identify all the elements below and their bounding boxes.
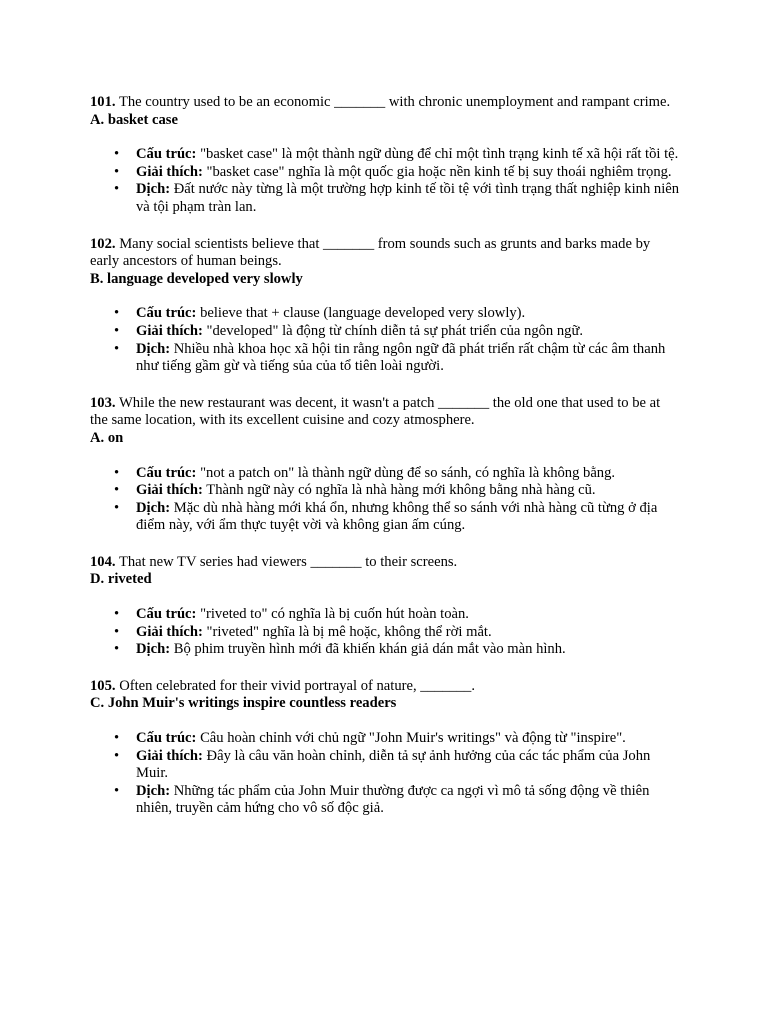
list-item xyxy=(114,181,680,216)
note-label: Dịch: xyxy=(136,340,171,357)
list-item xyxy=(114,641,680,659)
note-label: Giải thích: xyxy=(136,482,203,499)
question-number: 102. xyxy=(90,235,116,252)
note-label: Giải thích: xyxy=(136,623,203,640)
list-item xyxy=(114,606,680,624)
question-text xyxy=(90,236,680,271)
list-item xyxy=(114,464,680,483)
list-item xyxy=(114,499,680,535)
explanation-list xyxy=(90,730,680,818)
bullet-icon: • xyxy=(114,181,120,198)
question-text xyxy=(90,94,680,112)
question-number: 104. xyxy=(90,553,116,570)
bullet-icon: • xyxy=(114,163,120,180)
list-item xyxy=(114,305,680,323)
note-text: Bộ phim truyền hình mới đã khiến khán giả dán mắt vào màn hình. xyxy=(173,641,566,658)
question-stem: Often celebrated for their vivid portrayal of nature, _______. xyxy=(119,677,475,694)
bullet-icon: • xyxy=(114,606,120,623)
note-label: Giải thích: xyxy=(136,163,203,180)
note-label: Dịch: xyxy=(136,181,171,198)
note-text: "riveted to" có nghĩa là bị cuốn hút hoàn toàn. xyxy=(200,606,469,623)
note-label: Dịch: xyxy=(136,641,171,658)
question-104 xyxy=(90,554,680,659)
question-number: 101. xyxy=(90,94,116,110)
question-text xyxy=(90,395,680,430)
list-item xyxy=(114,623,680,642)
answer: C. John Muir's writings inspire countless readers xyxy=(90,695,397,712)
bullet-icon: • xyxy=(114,464,120,481)
note-text: "basket case" nghĩa là một quốc gia hoặc nền kinh tế bị suy thoái nghiêm trọng. xyxy=(206,163,672,180)
bullet-icon: • xyxy=(114,146,120,163)
question-number: 105. xyxy=(90,677,116,694)
list-item xyxy=(114,482,680,500)
note-text: Nhiều nhà khoa học xã hội tin rằng ngôn ngữ đã phát triển rất chậm từ các âm thanh như tiếng gầm gừ và tiếng sủa của tổ tiên loài người. xyxy=(136,340,666,375)
note-label: Cấu trúc: xyxy=(136,606,197,623)
list-item xyxy=(114,340,680,376)
bullet-icon: • xyxy=(114,641,120,658)
list-item xyxy=(114,730,680,748)
question-101 xyxy=(90,94,680,217)
question-number: 103. xyxy=(90,394,116,411)
list-item xyxy=(114,782,680,818)
note-text: Mặc dù nhà hàng mới khá ổn, nhưng không thể so sánh với nhà hàng cũ từng ở địa điểm này, với ẩm thực tuyệt vời và không gian ấm cúng. xyxy=(136,499,658,534)
question-103 xyxy=(90,395,680,535)
bullet-icon: • xyxy=(114,730,120,747)
note-label: Giải thích: xyxy=(136,747,203,764)
note-text: "not a patch on" là thành ngữ dùng để so sánh, có nghĩa là không bằng. xyxy=(200,464,616,481)
note-text: Đây là câu văn hoàn chỉnh, diễn tả sự ảnh hưởng của các tác phẩm của John Muir. xyxy=(136,747,651,782)
bullet-icon: • xyxy=(114,747,120,764)
note-text: "developed" là động từ chính diễn tả sự phát triển của ngôn ngữ. xyxy=(206,322,584,339)
note-label: Cấu trúc: xyxy=(136,464,197,481)
note-text: believe that + clause (language developed very slowly). xyxy=(200,305,526,322)
note-label: Dịch: xyxy=(136,499,171,516)
note-text: "riveted" nghĩa là bị mê hoặc, không thể rời mắt. xyxy=(206,623,492,640)
question-stem: Many social scientists believe that _______ from sounds such as grunts and barks made by early ancestors of human beings. xyxy=(90,235,651,270)
explanation-list xyxy=(90,305,680,375)
question-text xyxy=(90,678,680,696)
bullet-icon: • xyxy=(114,623,120,640)
bullet-icon: • xyxy=(114,782,120,799)
note-text: Những tác phẩm của John Muir thường được ca ngợi vì mô tả sống động về thiên nhiên, truyền cảm hứng cho vô số độc giả. xyxy=(136,782,650,817)
answer: A. on xyxy=(90,429,124,446)
answer: B. language developed very slowly xyxy=(90,270,303,287)
question-stem: While the new restaurant was decent, it wasn't a patch _______ the old one that used to be at the same location, with its excellent cuisine and cozy atmosphere. xyxy=(90,394,661,429)
note-label: Giải thích: xyxy=(136,322,203,339)
note-label: Cấu trúc: xyxy=(136,730,197,747)
question-105 xyxy=(90,678,680,818)
bullet-icon: • xyxy=(114,499,120,516)
bullet-icon: • xyxy=(114,340,120,357)
note-text: "basket case" là một thành ngữ dùng để chỉ một tình trạng kinh tế xã hội rất tồi tệ. xyxy=(200,146,679,163)
bullet-icon: • xyxy=(114,322,120,339)
bullet-icon: • xyxy=(114,482,120,499)
list-item xyxy=(114,163,680,182)
list-item xyxy=(114,747,680,783)
question-stem: The country used to be an economic _______ with chronic unemployment and rampant crime. xyxy=(118,94,671,110)
explanation-list xyxy=(90,146,680,216)
question-text xyxy=(90,554,680,572)
explanation-list xyxy=(90,606,680,659)
answer: D. riveted xyxy=(90,571,152,588)
note-text: Đất nước này từng là một trường hợp kinh tế tồi tệ với tình trạng thất nghiệp kinh niên và tội phạm tràn lan. xyxy=(136,181,680,215)
answer: A. basket case xyxy=(90,111,178,128)
note-text: Thành ngữ này có nghĩa là nhà hàng mới không bằng nhà hàng cũ. xyxy=(206,482,596,499)
note-label: Cấu trúc: xyxy=(136,146,197,163)
list-item xyxy=(114,322,680,341)
note-label: Dịch: xyxy=(136,782,171,799)
note-text: Câu hoàn chỉnh với chủ ngữ "John Muir's writings" và động từ "inspire". xyxy=(200,730,626,747)
question-102 xyxy=(90,236,680,376)
explanation-list xyxy=(90,465,680,535)
bullet-icon: • xyxy=(114,305,120,322)
list-item xyxy=(114,146,680,164)
note-label: Cấu trúc: xyxy=(136,305,197,322)
question-stem: That new TV series had viewers _______ to their screens. xyxy=(118,553,458,570)
